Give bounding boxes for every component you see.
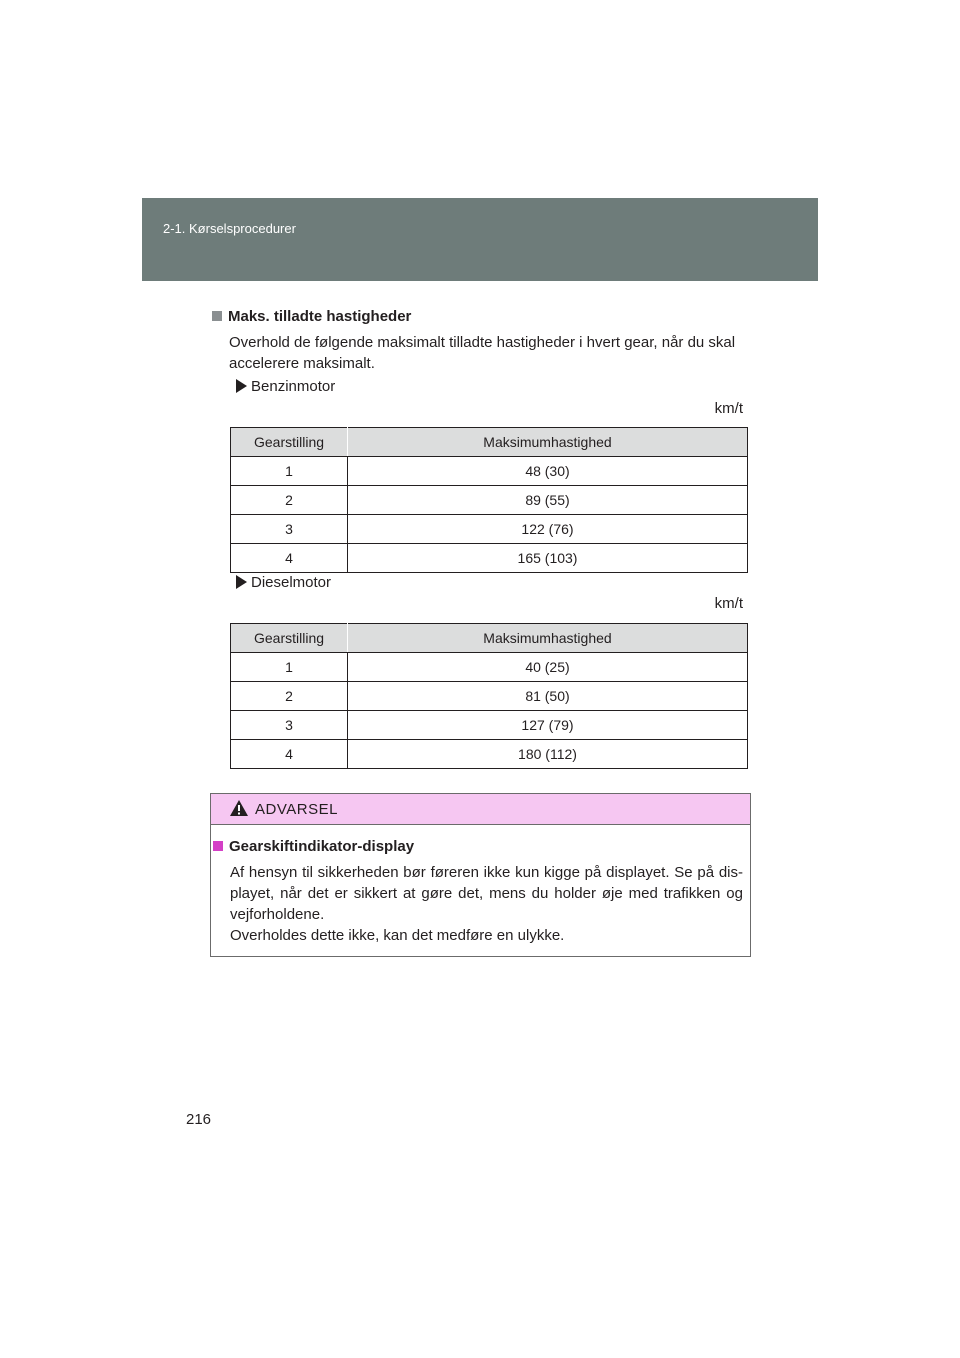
section-intro: Overhold de følgende maksimalt tilladte hastigheder i hvert gear, når du skal accelerere maksimalt.: [229, 334, 736, 372]
breadcrumb: 2-1. Kørselsprocedurer: [163, 221, 296, 236]
warning-title: ADVARSEL: [255, 801, 338, 818]
column-header: Gearstilling: [231, 428, 348, 457]
petrol-label: [236, 378, 335, 395]
chapter-header: [142, 198, 818, 281]
section-title: [212, 308, 411, 325]
diesel-label: [236, 574, 331, 591]
table-row: [231, 544, 748, 573]
petrol-unit: km/t: [714, 400, 743, 417]
speed-cell: 48 (30): [348, 457, 748, 486]
diesel-unit: km/t: [714, 595, 743, 612]
diesel-speed-table: [230, 623, 748, 769]
square-bullet-icon: [213, 841, 223, 851]
speed-cell: 180 (112): [348, 740, 748, 769]
table-row: [231, 515, 748, 544]
petrol-speed-table: [230, 427, 748, 573]
speed-cell: 165 (103): [348, 544, 748, 573]
column-header: Maksimumhastighed: [348, 428, 748, 457]
warning-body: [230, 862, 743, 946]
diesel-label-text: Dieselmotor: [251, 574, 332, 591]
table-header-row: [231, 624, 748, 653]
warning-text: Af hensyn til sikkerheden bør føreren ikke kun kigge på displayet. Se på dis- playet, når det er sikkert at gøre det, mens du holder øje med trafikken og vejforholdene.: [230, 864, 743, 923]
warning-header: [211, 794, 750, 825]
gear-cell: 4: [231, 544, 348, 573]
warning-subtitle-text: Gearskiftindikator-display: [229, 838, 415, 855]
speed-cell: 127 (79): [348, 711, 748, 740]
warning-subtitle: [213, 838, 414, 855]
warning-box: [210, 793, 751, 957]
column-header: Maksimumhastighed: [348, 624, 748, 653]
gear-cell: 2: [231, 486, 348, 515]
gear-cell: 1: [231, 457, 348, 486]
table-row: [231, 740, 748, 769]
triangle-bullet-icon: [236, 379, 247, 393]
speed-cell: 81 (50): [348, 682, 748, 711]
square-bullet-icon: [212, 311, 222, 321]
table-row: [231, 457, 748, 486]
table-row: [231, 711, 748, 740]
gear-cell: 2: [231, 682, 348, 711]
table-header-row: [231, 428, 748, 457]
speed-cell: 122 (76): [348, 515, 748, 544]
gear-cell: 1: [231, 653, 348, 682]
column-header: Gearstilling: [231, 624, 348, 653]
section-title-text: Maks. tilladte hastigheder: [228, 308, 412, 325]
table-row: [231, 486, 748, 515]
warning-triangle-icon: [229, 799, 249, 817]
page-number: 216: [186, 1111, 212, 1128]
gear-cell: 3: [231, 515, 348, 544]
table-row: [231, 653, 748, 682]
warning-text: Overholdes dette ikke, kan det medføre en ulykke.: [230, 927, 565, 944]
table-row: [231, 682, 748, 711]
gear-cell: 4: [231, 740, 348, 769]
gear-cell: 3: [231, 711, 348, 740]
speed-cell: 40 (25): [348, 653, 748, 682]
petrol-label-text: Benzinmotor: [251, 378, 336, 395]
speed-cell: 89 (55): [348, 486, 748, 515]
triangle-bullet-icon: [236, 575, 247, 589]
